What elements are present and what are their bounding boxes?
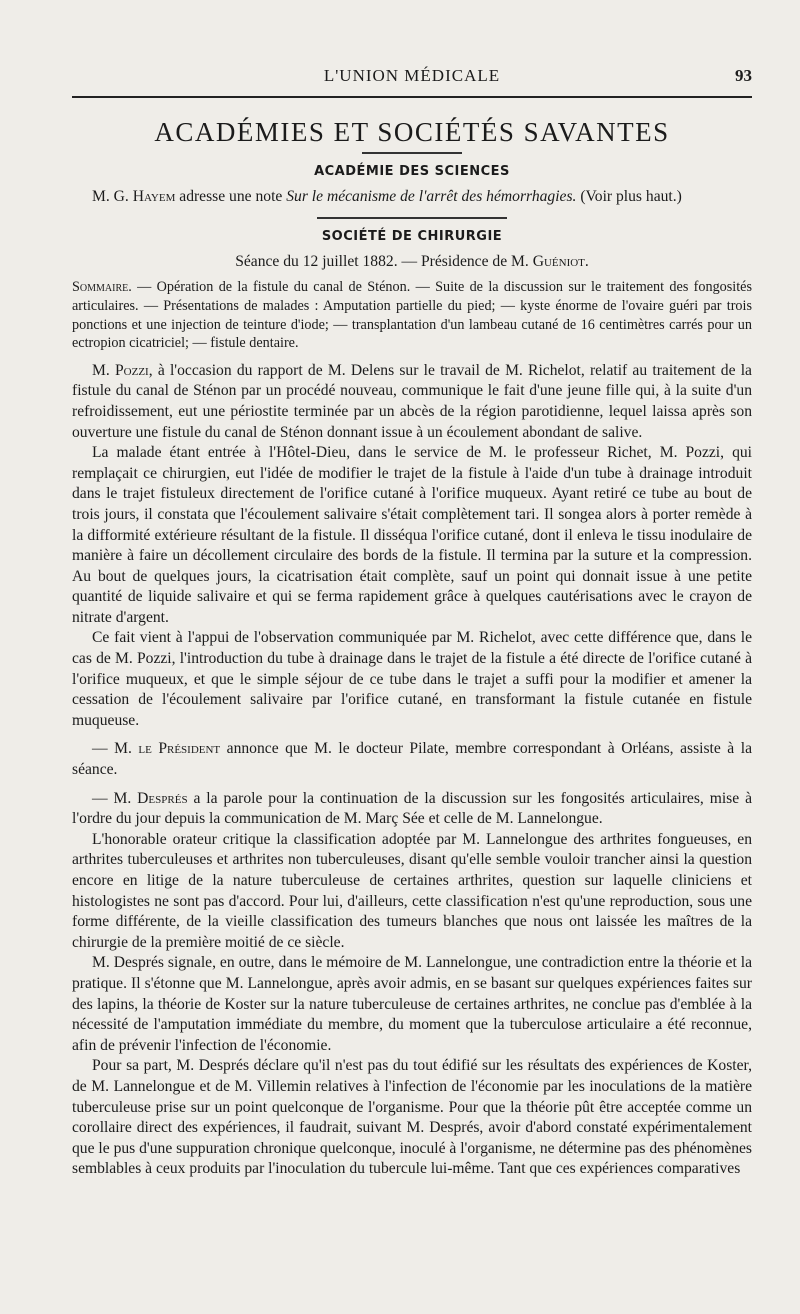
president-name: Guéniot xyxy=(532,252,585,270)
running-title: L'UNION MÉDICALE xyxy=(323,66,501,85)
paragraph-despres xyxy=(72,789,752,830)
sommaire-label: Sommaire. xyxy=(72,279,132,296)
dash-prefix: — M. xyxy=(92,740,139,758)
paragraph: Pour sa part, M. Després déclare qu'il n'est pas du tout édifié sur les résultats des expériences de Koster, de M. Lannelongue et de M. Villemin relatives à l'infection de l'économie par les inoculations de la matière tuberculeuse prise sur un point quelconque de l'organisme. Pour que la théorie pût être acceptée comme un corollaire direct des expériences, il faudrait, suivant M. Després, avoir d'abord constaté expérimentalement que le pus d'une suppuration chronique quelconque, inoculé à l'organisme, ne détermine pas des phénomènes semblables à ceux produits par l'inoculation du tubercule lui-même. Tant que ces expériences comparatives xyxy=(72,1057,753,1178)
paragraph-text: a la parole pour la continuation de la discussion sur les fongosités articulaires, mise à l'ordre du jour depuis la communication de M. Març Sée et celle de M. Lannelongue. xyxy=(72,789,752,828)
sommaire xyxy=(72,278,752,352)
paragraph-president xyxy=(72,739,752,780)
section-title: ACADÉMIES ET SOCIÉTÉS SAVANTES xyxy=(154,117,670,147)
session-prefix: Séance du 12 juillet 1882. — Présidence de M. xyxy=(235,252,533,270)
paragraph: M. Després signale, en outre, dans le mémoire de M. Lannelongue, une contradiction entre la théorie et la pratique. Il s'étonne que M. Lannelongue, après avoir admis, en se basant sur quelques expériences faites sur des lapins, la théorie de Koster sur la nature tuberculeuse de certaines arthrites, ne conclue pas d'emblée à la nécessité de l'amputation immédiate du membre, du moment que la tuberculose articulaire a été reconnue, afin de prévenir l'infection de l'économie. xyxy=(72,954,752,1054)
session-line xyxy=(72,252,752,273)
section-divider xyxy=(362,152,462,154)
paragraph: Ce fait vient à l'appui de l'observation communiquée par M. Richelot, avec cette différence que, dans le cas de M. Pozzi, l'introduction du tube à drainage dans le trajet de la fistule a été directe de l'orifice cutané à l'orifice muqueux, et que le simple séjour de ce tube dans le trajet a suffi pour la modifier et amener la cessation de l'écoulement salivaire par l'orifice cutané, en transformant la fistule cutanée en fistule muqueuse. xyxy=(72,629,752,729)
note-text-before: adresse une note xyxy=(175,187,287,205)
article-body xyxy=(72,112,752,1180)
paragraph-text: annonce que M. le docteur Pilate, membre correspondant à Orléans, assiste à la séance. xyxy=(72,740,752,779)
session-suffix: . xyxy=(584,252,589,270)
note-title: Sur le mécanisme de l'arrêt des hémorrhagies. xyxy=(286,187,577,205)
author-name: Hayem xyxy=(132,187,176,205)
sommaire-text: — Opération de la fistule du canal de Sténon. — Suite de la discussion sur le traitement des fongosités articulaires. — Présentations de malades : Amputation partielle du pied; — kyste énorme de l'ovaire guéri par trois ponctions et une injection de teinture d'iode; — transplantation d'un lambeau cutané de 16 centimètres carrés pour un ectropion cicatriciel; — fistule dentaire. xyxy=(72,279,752,352)
header-rule xyxy=(72,96,752,98)
author-prefix: M. G. xyxy=(92,187,133,205)
page-number: 93 xyxy=(735,66,752,85)
speaker-pozzi: M. Pozzi xyxy=(92,361,149,379)
paragraph: L'honorable orateur critique la classification adoptée par M. Lannelongue des arthrites fongueuses, en arthrites tuberculeuses et arthrites non tuberculeuses, disant qu'elle semble vouloir trancher ainsi la question encore en litige de la nature tuberculeuse de certaines arthrites, question sur laquelle cliniciens et histologistes ne sont pas d'accord. Pour lui, d'ailleurs, cette classification n'est qu'une reproduction, sous une forme différente, de la vieille classification des tumeurs blanches que nous ont laissée les maîtres de la chirurgie de la première moitié de ce siècle. xyxy=(72,830,752,951)
subsection-divider xyxy=(317,217,507,219)
societe-heading: SOCIÉTÉ DE CHIRURGIE xyxy=(321,229,503,245)
paragraph-text: , à l'occasion du rapport de M. Delens sur le travail de M. Richelot, relatif au traitement de la fistule du canal de Sténon par un procédé nouveau, communique le fait d'une jeune fille qui, à la suite d'un refroidissement, eut une périostite terminée par un abcès de la région parotidienne, lequel laissa après son ouverture une fistule du canal de Sténon donnant issue à un écoulement abondant de salive. xyxy=(72,361,752,441)
page-header xyxy=(72,62,752,92)
speaker-president: le Président xyxy=(138,740,221,758)
speaker-despres: Després xyxy=(137,789,188,807)
paragraph: La malade étant entrée à l'Hôtel-Dieu, dans le service de M. le professeur Richet, M. Pozzi, qui remplaçait ce chirurgien, eut l'idée de modifier le trajet de la fistule à l'aide d'un tube à drainage introduit dans le trajet fistuleux directement de l'orifice cutané à l'orifice muqueux. Ayant retiré ce tube au bout de trois jours, il constata que l'écoulement salivaire s'était complètement tari. Il songea alors à porter remède à la difformité extérieure résultant de la fistule. Il disséqua l'orifice cutané, dont il enleva le tissu inodulaire de manière à faire un décollement circulaire des bords de la fistule. Il termina par la suture et la compression. Au bout de quelques jours, la cicatrisation était complète, sauf un point qui donnait issue à une petite quantité de liquide salivaire et qui se ferma rapidement grâce à quelques cautérisations avec le crayon de nitrate d'argent. xyxy=(72,444,752,626)
academie-heading: ACADÉMIE DES SCIENCES xyxy=(314,164,510,179)
note-text-after: (Voir plus haut.) xyxy=(576,187,682,205)
academie-note xyxy=(72,187,752,208)
dash-prefix: — M. xyxy=(92,789,138,807)
paragraph-pozzi xyxy=(72,361,752,443)
